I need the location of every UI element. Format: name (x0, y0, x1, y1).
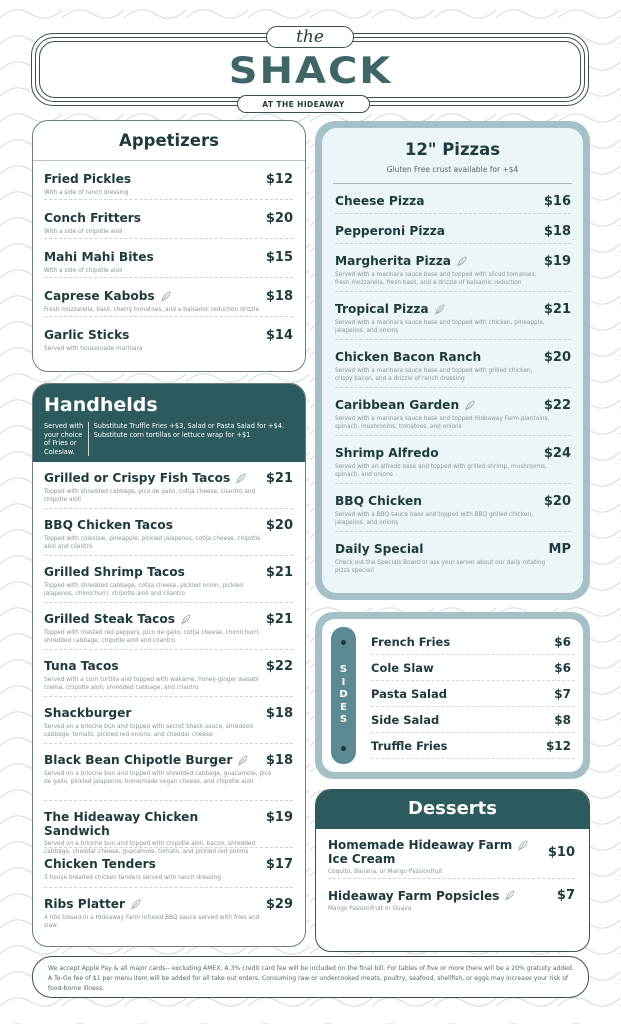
item-price: $17 (265, 857, 293, 872)
menu-item (335, 532, 571, 580)
handhelds-title: Handhelds (44, 394, 158, 416)
item-price: $18 (265, 753, 293, 768)
item-name: Cole Slaw (371, 660, 434, 675)
item-price: $6 (554, 634, 571, 649)
menu-item (44, 888, 293, 935)
item-name: Ribs Platter (44, 897, 126, 911)
item-description: Served with a marinara sauce base and topped with sliced tomatoes, fresh mozzarella, fresh basil, and a drizzle of balsamic reduction (335, 272, 537, 286)
leaf-icon (517, 840, 528, 851)
gluten-free-note: Gluten Free crust available for +$4 (386, 165, 519, 174)
menu-item (44, 161, 293, 200)
item-description: Served on a brioche bun and topped with secret Shack sauce, shredded cabbage, tomato, pickled red onions, and cheddar cheese (44, 724, 253, 738)
item-price: MP (548, 542, 571, 557)
dot-icon (341, 640, 346, 645)
menu-item (335, 436, 571, 484)
item-price: $21 (265, 612, 293, 627)
handhelds-header (33, 384, 305, 462)
desserts-section (315, 789, 590, 952)
item-name: Cheese Pizza (335, 194, 425, 208)
item-name: The Hideaway Chicken Sandwich (44, 810, 199, 838)
item-name: Shackburger (44, 706, 132, 720)
desserts-title: Desserts (316, 790, 589, 829)
menu-item (44, 603, 293, 650)
item-description: Topped with shredded cabbage, pico de gallo, cotija cheese, cilantro and chipotle aioli (44, 489, 256, 503)
item-name-line2: Ice Cream (328, 852, 396, 866)
menu-item (44, 509, 293, 556)
item-price: $19 (265, 810, 293, 825)
item-price: $14 (265, 328, 293, 343)
header-the-label: the (266, 26, 354, 48)
item-description: Fresh mozzarella, basil, cherry tomatoes, and a balsamic reduction drizzle (44, 307, 260, 313)
item-price: $7 (554, 686, 571, 701)
item-name: Pepperoni Pizza (335, 224, 445, 238)
pizzas-section (322, 128, 583, 593)
payment-policy-footer: We accept Apple Pay & all major cards-- excluding AMEX. A 3% credit card fee will be included on the final bill. For tables of five or more there will be a 20% gratuity added. A To-Go fee of $1 per menu item will be added for all take out orders. Consuming raw or undercooked meats, poultry, seafood, shellfish, or eggs may increase your risk of food-borne illness. (32, 956, 589, 998)
menu-item (335, 484, 571, 532)
item-name: Conch Fritters (44, 211, 142, 225)
leaf-icon (434, 304, 445, 315)
header-subtitle: AT THE HIDEAWAY (237, 95, 370, 113)
item-price: $8 (554, 712, 571, 727)
side-item (371, 707, 575, 733)
menu-item (335, 340, 571, 388)
item-name: Grilled or Crispy Fish Tacos (44, 471, 231, 485)
item-name: Fried Pickles (44, 172, 132, 186)
item-name: Hideaway Farm Popsicles (328, 888, 500, 903)
menu-item (335, 388, 571, 436)
item-description: Check out the Specials Board or ask your server about our daily rotating pizza special! (335, 560, 546, 574)
item-price: $24 (543, 446, 571, 461)
handhelds-section (32, 383, 306, 947)
item-name: Chicken Tenders (44, 857, 156, 871)
item-price: $20 (543, 494, 571, 509)
item-description: Coquito, Banana, or Mango Passionfruit (328, 869, 443, 875)
item-price: $18 (265, 706, 293, 721)
item-name: Tropical Pizza (335, 302, 429, 316)
item-name: Margherita Pizza (335, 254, 452, 268)
item-description: 4 ribs tossed in a Hideaway Farm infused BBQ sauce served with fries and slaw. (44, 915, 260, 929)
leaf-icon (235, 473, 246, 484)
side-item (371, 733, 575, 759)
menu-item (328, 829, 575, 879)
item-name: Homemade Hideaway Farm (328, 838, 513, 852)
item-name: Pasta Salad (371, 686, 447, 701)
side-item (371, 681, 575, 707)
item-description: Topped with roasted red peppers, pico de gallo, cotija cheese, chimichurri, shredded cabbage, chipotle aioli and cilantro (44, 630, 260, 644)
item-price: $22 (265, 659, 293, 674)
menu-item (44, 650, 293, 697)
menu-item (44, 200, 293, 239)
item-name: Daily Special (335, 542, 424, 556)
item-price: $20 (265, 211, 293, 226)
item-price: $21 (265, 565, 293, 580)
item-description: Topped with coleslaw, pineapple, pickled jalapenos, cotija cheese, chipotle aioli and cilantro (44, 536, 261, 550)
leaf-icon (130, 899, 141, 910)
item-description: Served with a marinara sauce base and topped with chicken, pineapple, jalapenos, and onions (335, 320, 545, 334)
appetizers-section (32, 120, 306, 372)
item-name: Mahi Mahi Bites (44, 250, 154, 264)
handhelds-substitution-note: Substitute Truffle Fries +$3, Salad or Pasta Salad for +$4. Substitute corn tortillas or lettuce wrap for +$1 (93, 422, 285, 439)
side-item (371, 629, 575, 655)
item-name: Caribbean Garden (335, 398, 460, 412)
item-price: $10 (547, 844, 575, 860)
item-price: $20 (543, 350, 571, 365)
menu-item (335, 244, 571, 292)
item-price: $18 (265, 289, 293, 304)
item-name: Garlic Sticks (44, 328, 130, 342)
leaf-icon (160, 291, 171, 302)
item-description: Served with a BBQ sauce base and topped with BBQ grilled chicken, jalapenos, and onions (335, 512, 533, 526)
menu-item (335, 214, 571, 244)
menu-item (44, 239, 293, 278)
item-description: Served on a brioche bun and topped with chipotle aioli, bacon, shredded cabbage, cheddar cheese, guacamole, tomato, and pickled red onions (44, 841, 256, 855)
item-name: Shrimp Alfredo (335, 446, 439, 460)
sides-tab (331, 627, 356, 764)
item-price: $21 (265, 471, 293, 486)
item-description: 3 house breaded chicken tenders served with ranch dressing (44, 875, 222, 881)
menu-item (44, 697, 293, 744)
item-description: Served with a marinara sauce base and topped with grilled chicken, crispy bacon, and a drizzle of ranch dressing (335, 368, 533, 382)
dot-icon (341, 746, 346, 751)
leaf-icon (504, 890, 515, 901)
menu-item (44, 317, 293, 356)
item-name: BBQ Chicken Tacos (44, 518, 173, 532)
item-description: With a side of chipotle aioli (44, 229, 123, 235)
menu-item (328, 879, 575, 921)
item-name: French Fries (371, 634, 451, 649)
sides-section (322, 619, 583, 772)
item-name: Grilled Shrimp Tacos (44, 565, 185, 579)
item-name: Black Bean Chipotle Burger (44, 753, 233, 767)
menu-item (44, 801, 293, 855)
item-description: Served with a corn tortilla and topped with wakame, honey-ginger wasabi crema, chipotle aioli, shredded cabbage, and cilantro (44, 677, 259, 691)
item-price: $21 (543, 302, 571, 317)
sides-title: SIDES (339, 664, 348, 726)
menu-item (44, 462, 293, 509)
menu-item (44, 744, 293, 801)
menu-item (335, 292, 571, 340)
menu-item (44, 556, 293, 603)
item-name: Caprese Kabobs (44, 289, 155, 303)
item-name: Tuna Tacos (44, 659, 119, 673)
item-price: $7 (556, 888, 575, 903)
item-name: BBQ Chicken (335, 494, 422, 508)
item-name: Chicken Bacon Ranch (335, 350, 482, 364)
item-description: Served with an alfredo base and topped with grilled shrimp, mushrooms, spinach, and onions (335, 464, 547, 478)
pizzas-title: 12" Pizzas (404, 140, 501, 159)
item-price: $20 (265, 518, 293, 533)
item-price: $12 (265, 172, 293, 187)
leaf-icon (464, 400, 475, 411)
item-price: $19 (543, 254, 571, 269)
leaf-icon (237, 755, 248, 766)
leaf-icon (456, 256, 467, 267)
item-description: With a side of chipotle aioli (44, 268, 123, 274)
item-price: $12 (545, 738, 571, 753)
item-description: Served on a brioche bun and topped with shredded cabbage, guacamole, pico de gallo, pickled jalapenos, homemade vegan cheese, and chipotle aioli (44, 771, 272, 785)
item-name: Side Salad (371, 712, 440, 727)
item-name: Truffle Fries (371, 738, 448, 753)
item-name: Grilled Steak Tacos (44, 612, 176, 626)
item-price: $22 (543, 398, 571, 413)
side-item (371, 655, 575, 681)
item-price: $15 (265, 250, 293, 265)
menu-item (44, 848, 293, 888)
item-description: With a side of ranch dressing (44, 190, 129, 196)
restaurant-title: SHACK (228, 49, 393, 93)
appetizers-title: Appetizers (33, 121, 305, 161)
item-price: $29 (265, 897, 293, 912)
item-description: Served with a marinara sauce base and topped Hideaway Farm plantains, spinach, mushrooms, tomatoes, and onions (335, 416, 550, 430)
item-price: $6 (554, 660, 571, 675)
menu-item (44, 278, 293, 317)
item-description: Served with housemade marinara (44, 346, 143, 352)
item-price: $16 (543, 194, 571, 209)
item-description: Mango Passionfruit or Guava (328, 906, 412, 912)
handhelds-side-note: Served with your choice of Fries or Coleslaw. (44, 422, 89, 456)
menu-item (335, 184, 571, 214)
item-description: Topped with shredded cabbage, cotija cheese, pickled onion, pickled jalapenos, chimichurri, chipotle aioli and cilantro (44, 583, 244, 597)
leaf-icon (180, 614, 191, 625)
item-price: $18 (543, 224, 571, 239)
